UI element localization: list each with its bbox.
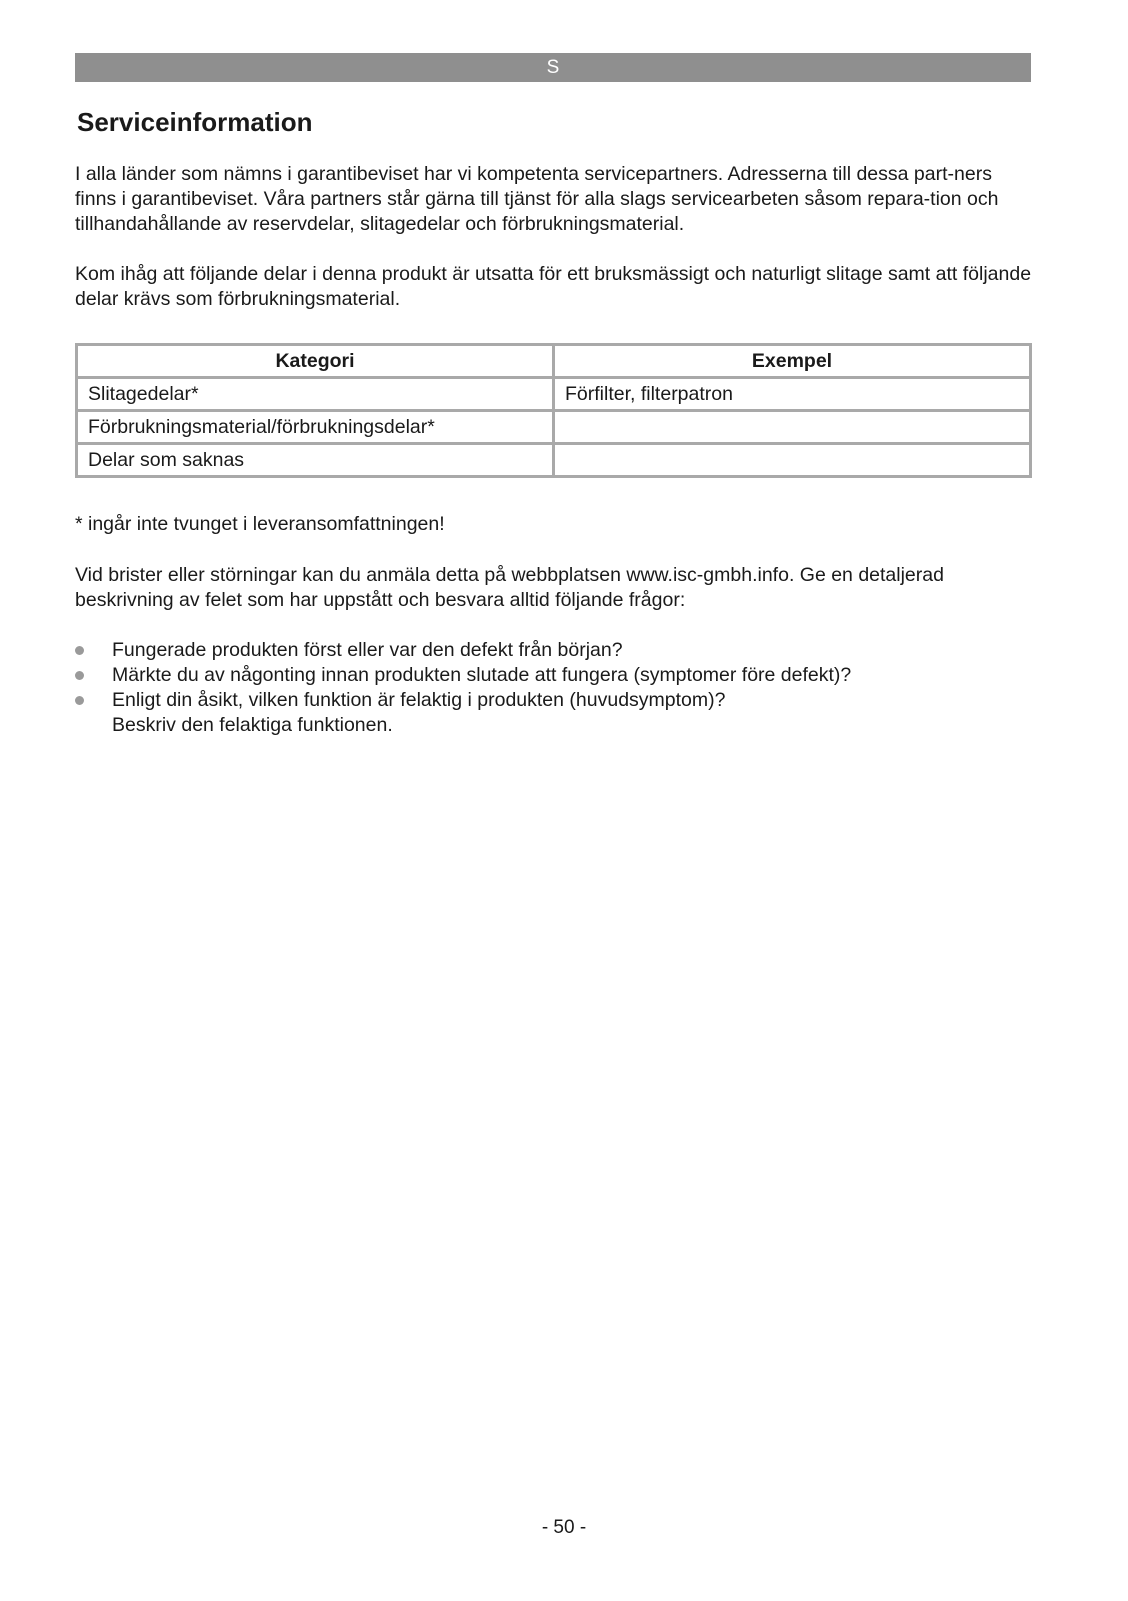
table-cell-category: Delar som saknas [77,444,554,477]
question-followup-text: Beskriv den felaktiga funktionen. [112,714,393,736]
intro-paragraph: I alla länder som nämns i garantibeviset har vi kompetenta servicepartners. Adresserna till dessa part-ners finns i garantibeviset. Våra partners står gärna till tjänst för alla slags servicearbeten såsom repara-tion och tillhandahållande av reservdelar, slitagedelar och förbrukningsmaterial. [75,163,999,235]
list-item [75,638,1035,663]
language-header-bar [75,53,1031,82]
footnote: * ingår inte tvunget i leveransomfattningen! [75,513,445,535]
table-row [77,378,1031,411]
page-title: Serviceinformation [77,107,313,137]
column-header-category: Kategori [77,345,554,378]
question-text: Fungerade produkten först eller var den defekt från början? [112,639,623,661]
list-item [75,663,1035,688]
table-cell-example [554,444,1031,477]
bullet-icon [75,646,84,655]
wear-parts-paragraph: Kom ihåg att följande delar i denna produkt är utsatta för ett bruksmässigt och naturligt slitage samt att följande delar krävs som förbrukningsmaterial. [75,263,1032,310]
table-row [77,444,1031,477]
language-code: S [546,57,560,78]
list-item [75,688,1035,738]
page-number: - 50 - [541,1517,587,1538]
table-header-row [77,345,1031,378]
question-list [75,638,1035,738]
question-text: Märkte du av någonting innan produkten slutade att fungera (symptomer före defekt)? [112,664,852,686]
table-row [77,411,1031,444]
table-cell-category: Förbrukningsmaterial/förbrukningsdelar* [77,411,554,444]
table-cell-category: Slitagedelar* [77,378,554,411]
table-cell-example: Förfilter, filterpatron [554,378,1031,411]
report-paragraph: Vid brister eller störningar kan du anmäla detta på webbplatsen www.isc-gmbh.info. Ge en detaljerad beskrivning av felet som har uppstått och besvara alltid följande frågor: [75,564,944,611]
bullet-icon [75,696,84,705]
bullet-icon [75,671,84,680]
parts-category-table [75,343,1032,478]
table-cell-example [554,411,1031,444]
question-text: Enligt din åsikt, vilken funktion är felaktig i produkten (huvudsymptom)? [112,689,726,711]
column-header-example: Exempel [554,345,1031,378]
